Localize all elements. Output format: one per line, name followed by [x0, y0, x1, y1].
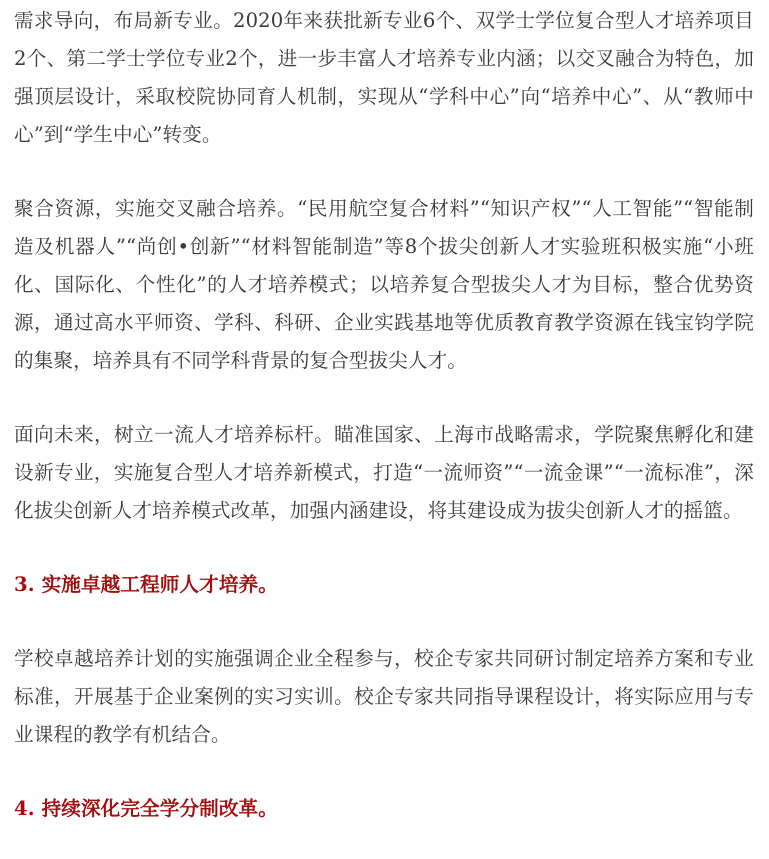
paragraph-spacer	[14, 380, 754, 416]
section-heading-3: 3. 实施卓越工程师人才培养。	[14, 573, 278, 596]
paragraph-spacer	[14, 154, 754, 190]
paragraph-spacer	[14, 604, 754, 640]
paragraph-future-benchmark: 面向未来，树立一流人才培养标杆。瞄准国家、上海市战略需求，学院聚焦孵化和建设新专业，实施复合型人才培养新模式，打造“一流师资”“一流金课”“一流标准”，深化拔尖创新人才培养模式改革，加强内涵建设，将其建设成为拔尖创新人才的摇篮。	[14, 423, 754, 522]
paragraph-spacer	[14, 530, 754, 566]
paragraph-new-majors: 需求导向，布局新专业。2020年来获批新专业6个、双学士学位复合型人才培养项目2个、第二学士学位专业2个，进一步丰富人才培养专业内涵；以交叉融合为特色，加强顶层设计，采取校院协同育人机制，实现从“学科中心”向“培养中心”、从“教师中心”到“学生中心”转变。	[14, 9, 754, 146]
section-heading-4: 4. 持续深化完全学分制改革。	[14, 797, 278, 820]
paragraph-cross-disciplinary-training: 聚合资源，实施交叉融合培养。“民用航空复合材料”“知识产权”“人工智能”“智能制造及机器人”“尚创•创新”“材料智能制造”等8个拔尖创新人才实验班积极实施“小班化、国际化、个性化”的人才培养模式；以培养复合型拔尖人才为目标，整合优势资源，通过高水平师资、学科、科研、企业实践基地等优质教育教学资源在钱宝钧学院的集聚，培养具有不同学科背景的复合型拔尖人才。	[14, 197, 754, 372]
article-body	[14, 2, 754, 828]
paragraph-spacer	[14, 754, 754, 790]
paragraph-excellent-engineers: 学校卓越培养计划的实施强调企业全程参与，校企专家共同研讨制定培养方案和专业标准，开展基于企业案例的实习实训。校企专家共同指导课程设计，将实际应用与专业课程的教学有机结合。	[14, 647, 754, 746]
